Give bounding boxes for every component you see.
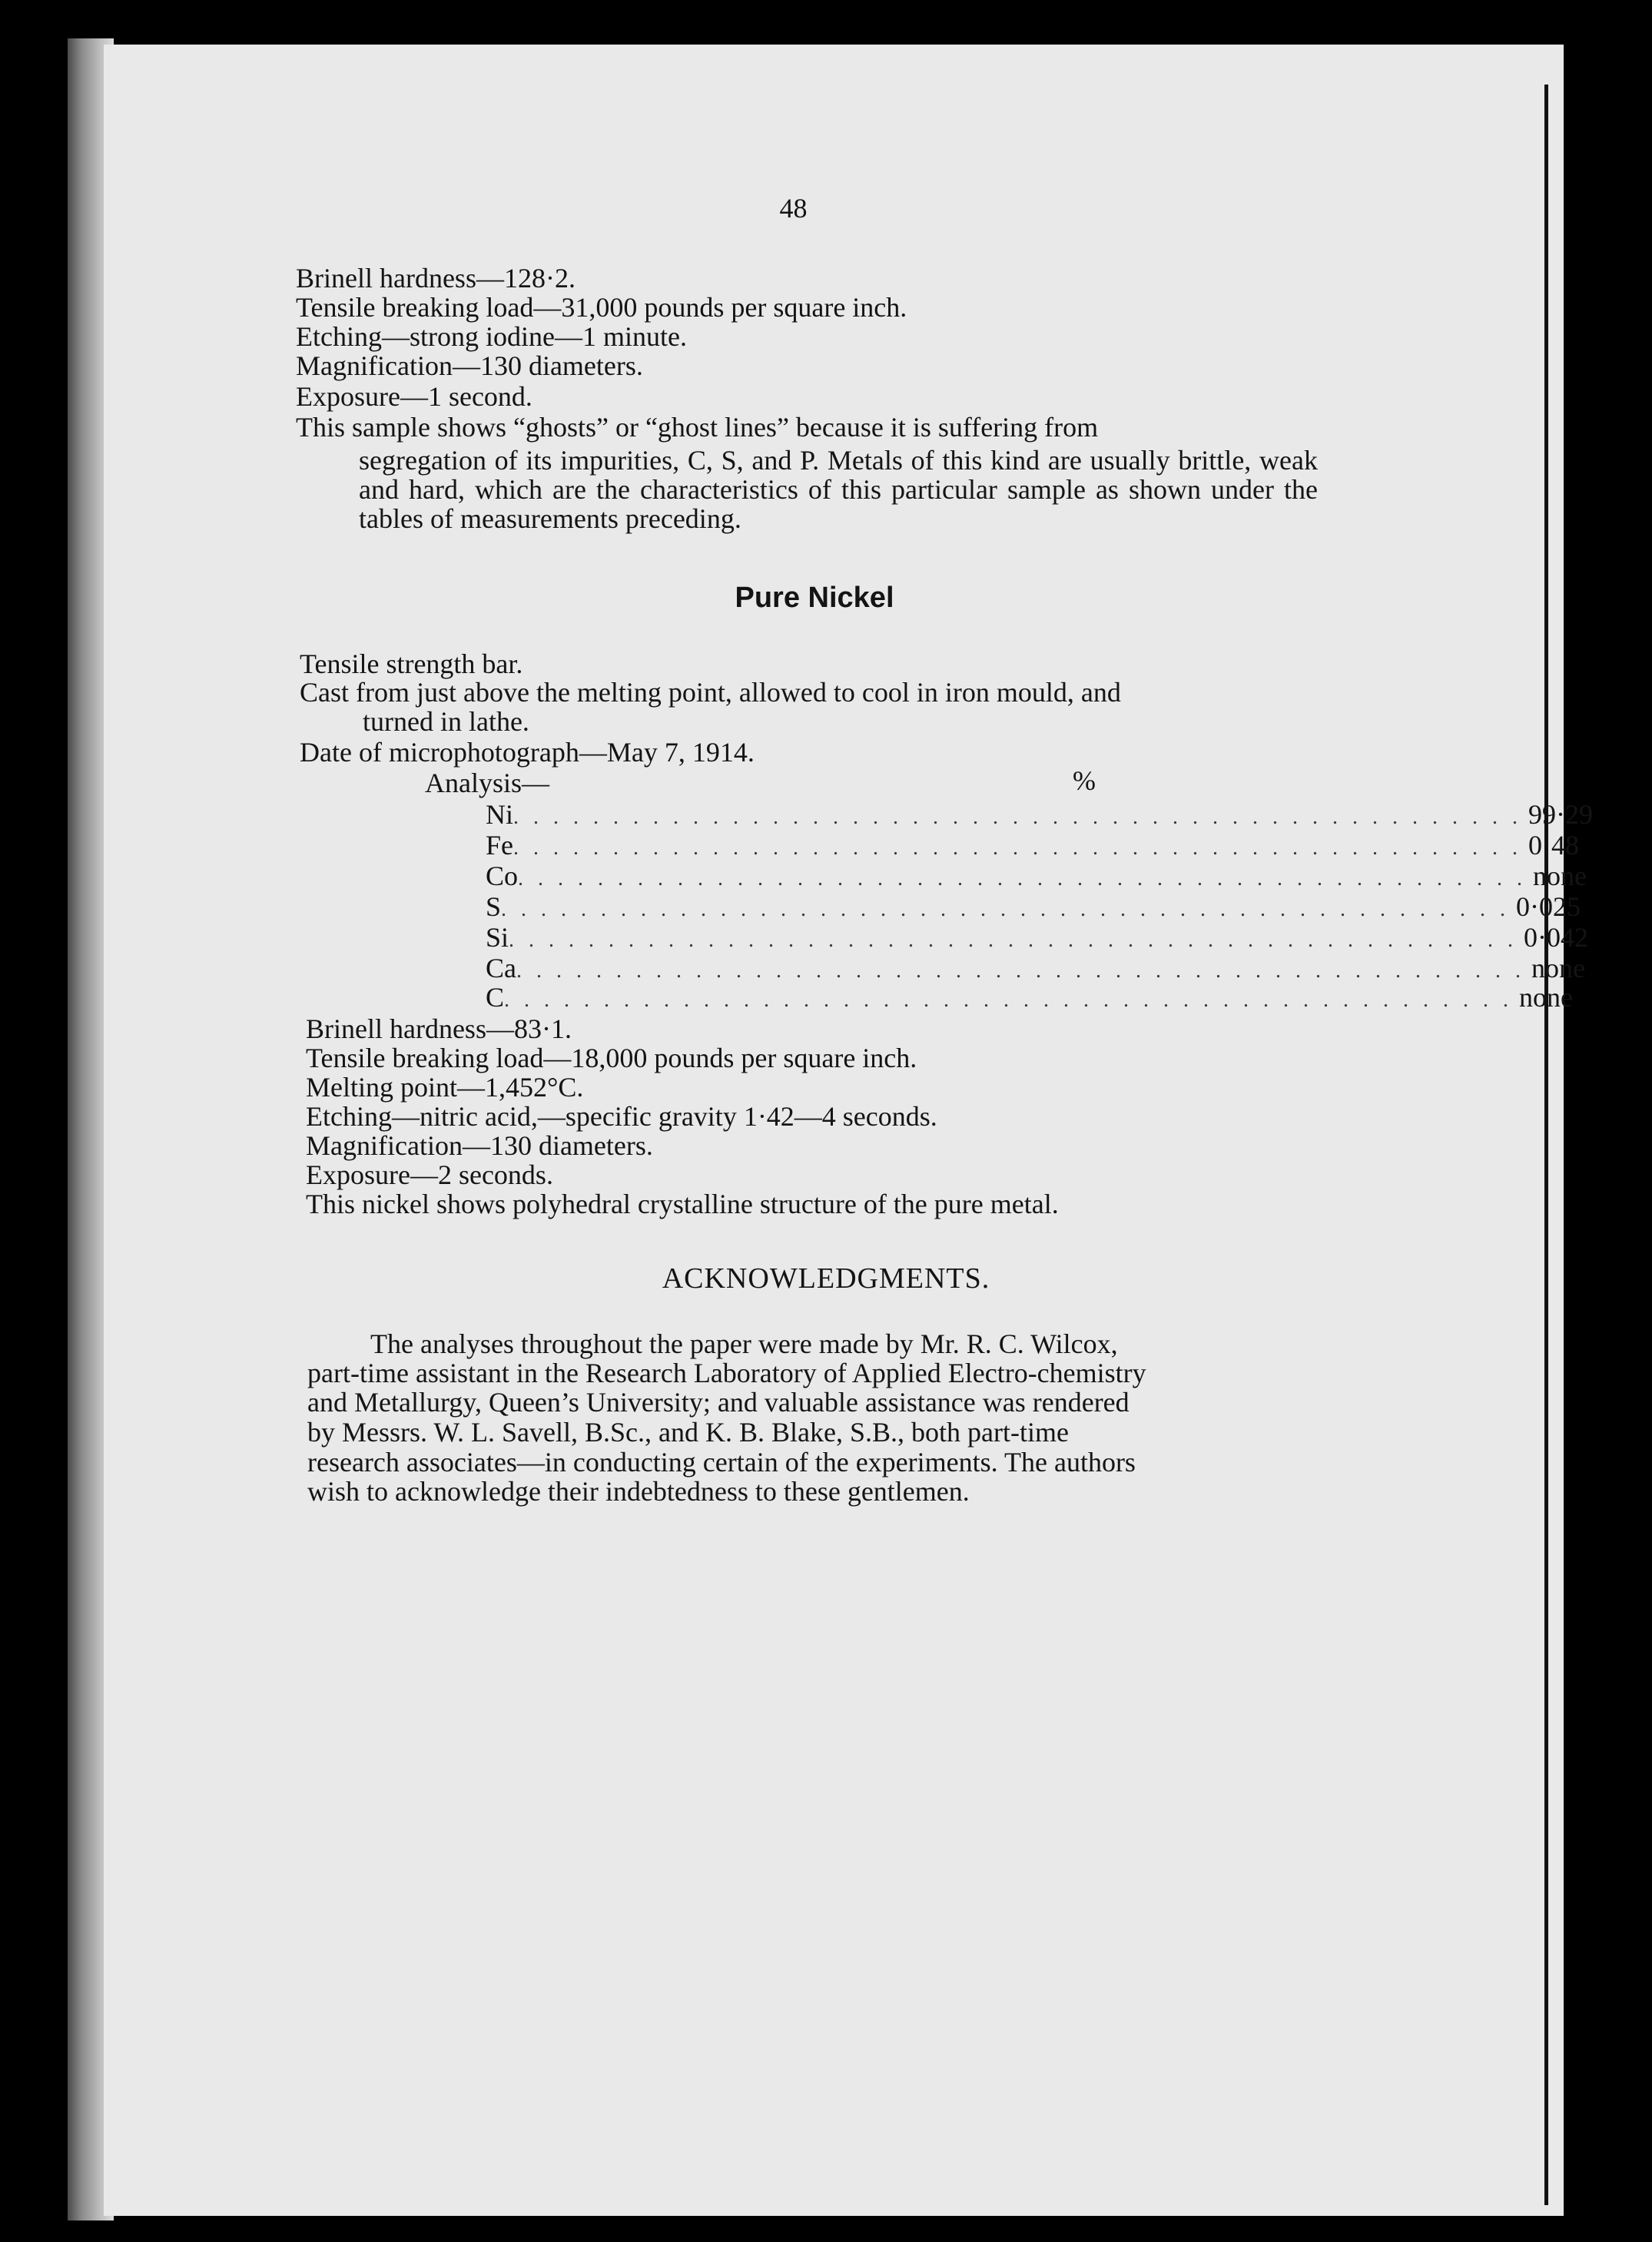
date-line: Date of microphotograph—May 7, 1914. [300, 737, 755, 768]
dot-leader: . . . . . . . . . . . . . . . . . . . . . . . . . . . . . . . . . . . . . . . . . . . . . . . . . . . [513, 805, 1522, 829]
brinell-hardness-line: Brinell hardness—128·2. [296, 263, 576, 294]
right-rule [1544, 85, 1548, 2205]
right-border [1566, 45, 1587, 2216]
nickel-structure-line: This nickel shows polyhedral crystalline structure of the pure metal. [306, 1189, 1059, 1219]
element-value: 0·025 [1516, 891, 1581, 922]
element-name: C [486, 982, 505, 1013]
nickel-etching-line: Etching—nitric acid,—specific gravity 1·42—4 seconds. [306, 1101, 937, 1132]
analysis-row [486, 830, 1579, 864]
analysis-row [486, 861, 1587, 894]
element-name: Ca [486, 953, 516, 983]
dot-leader: . . . . . . . . . . . . . . . . . . . . . . . . . . . . . . . . . . . . . . . . . . . . . . . . . . . [516, 959, 1525, 983]
element-name: Co [486, 861, 519, 891]
analysis-row [486, 799, 1593, 833]
pure-nickel-heading: Pure Nickel [735, 582, 894, 614]
ack-line: research associates—in conducting certain of the experiments. The authors [307, 1447, 1136, 1478]
analysis-row [486, 922, 1589, 956]
etching-line: Etching—strong iodine—1 minute. [296, 321, 687, 352]
element-value: none [1519, 982, 1573, 1013]
exposure-line: Exposure—1 second. [296, 381, 532, 412]
acknowledgments-title: ACKNOWLEDGMENTS. [662, 1262, 990, 1295]
element-name: S [486, 891, 502, 922]
ack-line: and Metallurgy, Queen’s University; and valuable assistance was rendered [307, 1387, 1130, 1418]
element-value: 0·042 [1524, 922, 1589, 953]
element-value: 99·29 [1528, 799, 1593, 830]
element-name: Ni [486, 799, 513, 830]
dot-leader: . . . . . . . . . . . . . . . . . . . . . . . . . . . . . . . . . . . . . . . . . . . . . . . . . . . [518, 867, 1528, 890]
cast-line-continuation: turned in lathe. [363, 706, 529, 737]
cast-line: Cast from just above the melting point, allowed to cool in iron mould, and [300, 677, 1121, 708]
element-name: Si [486, 922, 509, 953]
ack-line: part-time assistant in the Research Laboratory of Applied Electro-chemistry [307, 1358, 1146, 1388]
element-value: none [1533, 861, 1587, 891]
tensile-bar-line: Tensile strength bar. [300, 648, 523, 679]
page-number: 48 [779, 193, 808, 224]
melting-point-line: Melting point—1,452°C. [306, 1072, 584, 1103]
remark-first-line: This sample shows “ghosts” or “ghost lines” because it is suffering from [296, 412, 1099, 443]
ack-line: by Messrs. W. L. Savell, B.Sc., and K. B. Blake, S.B., both part-time [307, 1417, 1069, 1448]
analysis-label: Analysis— [425, 768, 549, 798]
element-value: 0·48 [1528, 830, 1579, 861]
nickel-brinell-line: Brinell hardness—83·1. [306, 1013, 572, 1044]
dot-leader: . . . . . . . . . . . . . . . . . . . . . . . . . . . . . . . . . . . . . . . . . . . . . . . . . . . [509, 928, 1518, 952]
ack-line: The analyses throughout the paper were made by Mr. R. C. Wilcox, [370, 1328, 1118, 1359]
magnification-line: Magnification—130 diameters. [296, 350, 643, 381]
analysis-row [486, 982, 1573, 1016]
ack-line: wish to acknowledge their indebtedness to these gentlemen. [307, 1476, 970, 1507]
element-name: Fe [486, 830, 513, 861]
dot-leader: . . . . . . . . . . . . . . . . . . . . . . . . . . . . . . . . . . . . . . . . . . . . . . . . . . . [504, 988, 1514, 1012]
nickel-magnification-line: Magnification—130 diameters. [306, 1130, 653, 1161]
nickel-exposure-line: Exposure—2 seconds. [306, 1159, 553, 1190]
dot-leader: . . . . . . . . . . . . . . . . . . . . . . . . . . . . . . . . . . . . . . . . . . . . . . . . . . . [501, 897, 1511, 921]
nickel-tensile-line: Tensile breaking load—18,000 pounds per square inch. [306, 1043, 917, 1073]
tensile-load-line: Tensile breaking load—31,000 pounds per square inch. [296, 292, 907, 323]
dot-leader: . . . . . . . . . . . . . . . . . . . . . . . . . . . . . . . . . . . . . . . . . . . . . . . . . . . [513, 836, 1522, 860]
analysis-row [486, 891, 1581, 925]
percent-label: % [1073, 765, 1096, 796]
remark-continuation: segregation of its impurities, C, S, and P. Metals of this kind are usually brittle, weak and hard, which are the characteristics of this particular sample as shown under the tables of measurements preceding. [359, 445, 1318, 534]
element-value: none [1531, 953, 1585, 983]
